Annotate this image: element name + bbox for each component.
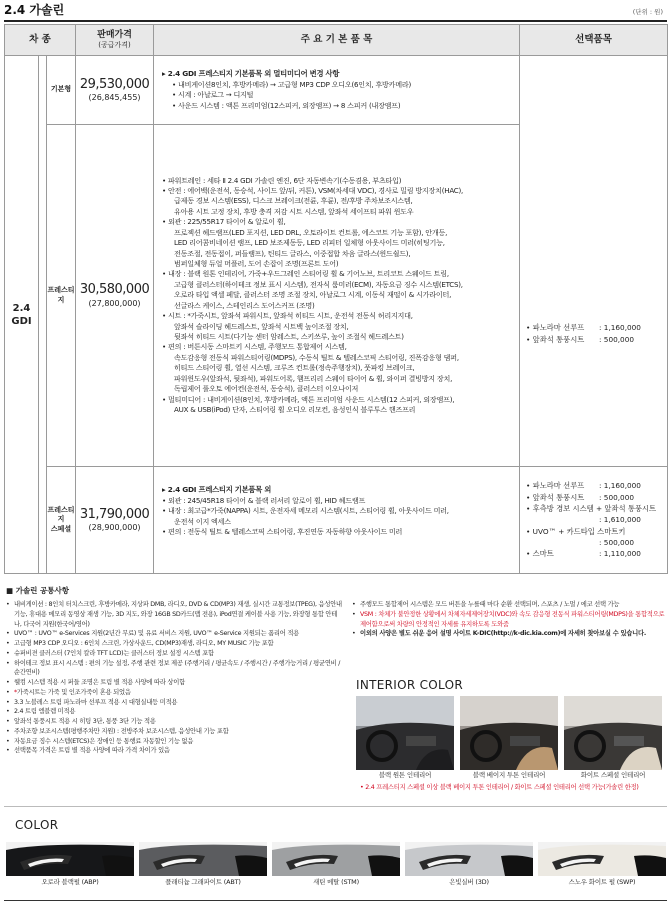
- car-front-image: [6, 842, 134, 876]
- item-text: 안전 : 에어백(운전석, 동승석, 사이드 앞/뒤, 커튼), VSM(차세대 VDC), 경사로 밀림 방지장치(HAC),: [167, 186, 464, 196]
- note-item: [6, 639, 344, 649]
- table-header-row: [5, 25, 668, 56]
- item-line: [162, 69, 513, 80]
- retail-price: 29,530,000: [79, 76, 150, 92]
- option-row: [526, 526, 661, 537]
- option-label: • 앞좌석 통풍시트: [526, 492, 585, 502]
- item-text: LED 리어콤비네이션 램프, LED 보조제동등, LED 리피터 일체형 아웃사이드 미러(히팅기능,: [174, 238, 445, 248]
- options-cell: [520, 467, 668, 574]
- option-label: • UVO™ + 카드타입 스마트키: [526, 526, 626, 536]
- header-price-sub: (공급가격): [98, 41, 131, 50]
- note-bullet: •: [6, 640, 10, 647]
- item-line: [162, 196, 513, 206]
- interior-photo-image: [564, 696, 662, 770]
- note-bullet: •: [6, 649, 10, 657]
- color-caption: 스노우 화이트 펄 (SWP): [568, 878, 636, 886]
- note-text: 웰컴 시스템 적용 시 퍼들 조명은 트림 별 적용 사양에 따라 상이함: [14, 679, 185, 686]
- grade-spacer: [39, 56, 47, 574]
- trim-name: [47, 125, 76, 467]
- item-line: [162, 517, 513, 527]
- options-cell: [520, 56, 668, 467]
- item-text: 전동조절, 전동접이, 퍼들램프), 틴티드 글라스, 이중접합 차음 글라스(윈드쉴드),: [174, 248, 411, 258]
- item-line: [162, 485, 513, 496]
- interior-caption: 블랙 베이지 투톤 인테리어: [472, 771, 546, 779]
- option-price: : 1,110,000: [599, 549, 641, 559]
- item-text: 범퍼일체형 듀얼 머플러, 도어 손잡이 조명(프론트 도어): [174, 259, 339, 269]
- note-bullet: •: [6, 747, 10, 755]
- note-item: [6, 698, 344, 708]
- note-text: 앞좌석 통풍시트 적용 시 히팅 3단, 통풍 3단 기능 적용: [14, 718, 156, 725]
- price-cell: [76, 125, 154, 467]
- item-line: [162, 353, 513, 363]
- color-caption: 오로라 블랙펄 (ABP): [41, 878, 99, 886]
- item-text: AUX & USB(iPod) 단자, 스티어링 휠 오디오 리모컨, 음성인식 블루투스 핸즈프리: [174, 404, 416, 414]
- note-bullet: •: [6, 601, 10, 608]
- trim-name-line: 프레스티지: [47, 286, 75, 304]
- item-line: [162, 280, 513, 290]
- retail-price: 31,790,000: [79, 506, 150, 522]
- bullet-marker: •: [162, 217, 166, 227]
- item-text: 사운드 시스템 : 액튼 프리미엄(12스피커, 외장앰프) → 8 스피커 (내장앰프): [177, 100, 401, 110]
- bullet-marker: •: [162, 394, 166, 404]
- option-row: [526, 503, 661, 514]
- item-line: [162, 290, 513, 300]
- option-row: [526, 514, 661, 525]
- interior-caption: 블랙 원톤 인테리어: [378, 771, 432, 779]
- note-item: [352, 610, 666, 630]
- item-line: [162, 527, 513, 537]
- item-line: [162, 395, 513, 405]
- trim-name-line: 기본형: [50, 85, 72, 94]
- notes-right: [352, 600, 666, 639]
- item-line: [162, 259, 513, 269]
- note-item: [6, 746, 344, 756]
- note-text: 선택품목 가격은 트림 별 적용 사양에 따라 가격 차이가 있음: [14, 747, 170, 755]
- color-swatch: [272, 842, 400, 876]
- option-price: : 500,000: [599, 335, 634, 344]
- item-text: 내장 : 최고급*가죽(NAPPA) 시트, 운전자세 메모리 시스템(시트, 스티어링 휠, 아웃사이드 미러,: [167, 506, 449, 516]
- note-text: 하이테크 정보 표시 시스템 : 편의 기능 설정, 주행 관련 정보 제공 (주행거리 / 평균속도 / 주행시간 / 주행가능거리 / 평균연비 / 순간연비): [14, 659, 341, 677]
- note-text: 고급형 MP3 CDP 오디오 : 6인치 스크린, 가상사운드, CD(MP3)재생, 라디오, MY MUSIC 기능 포함: [14, 640, 274, 647]
- note-bullet: •: [6, 698, 10, 706]
- bullet-marker: •: [162, 311, 166, 321]
- color-swatch: [405, 842, 533, 876]
- interior-note: • 2.4 프레스티지 스페셜 이상 블랙 베이지 투톤 인테리어 / 화이트 스페셜 인테리어 선택 가능(가솔린 한정): [360, 784, 639, 791]
- retail-price: 30,580,000: [79, 282, 150, 298]
- item-text: 선글라스 케이스, 스테인리스 도어스커프 (조명): [174, 300, 315, 310]
- note-text: 내비게이션 : 8인치 터치스크린, 후방카메라, 지상파 DMB, 라디오, DVD & CD(MP3) 재생, 실시간 교통정보(TPEG), 음성안내 기능, 휴대용 메모리 동영상 재생 기능, 3D 지도, 와장 16GB SD카드(맵 전용), iPod연결 케이블 사용 기능, 와장형 통합 안테나, 다국어 지원(한국어/영어): [14, 601, 342, 628]
- unit-label: (단위 : 원): [632, 8, 663, 16]
- option-price: : 1,160,000: [599, 481, 641, 491]
- note-bullet: •: [6, 727, 10, 735]
- item-line: [162, 269, 513, 279]
- note-bullet: •: [352, 601, 356, 608]
- bullet-marker: •: [162, 269, 166, 279]
- item-line: [162, 384, 513, 394]
- trim-name: [47, 467, 76, 574]
- note-text: 이외의 사양은 별도 쉬운 응어 설명 사이트 K-DIC(http://k-dic.kia.com)에 자세히 찾아보실 수 있습니다.: [360, 630, 646, 638]
- note-text: 2.4 트림 엠블렘 미적용: [14, 708, 76, 716]
- option-label: • 파노라마 선루프: [526, 481, 585, 491]
- item-line: [162, 238, 513, 248]
- bullet-marker: •: [162, 175, 166, 185]
- option-row: [526, 537, 661, 548]
- header-options: 선택품목: [520, 25, 668, 56]
- note-item: [6, 688, 344, 698]
- note-bullet: •: [352, 610, 356, 618]
- supply-price: (28,900,000): [88, 523, 141, 533]
- car-front-image: [139, 842, 267, 876]
- note-item: [352, 600, 666, 610]
- color-swatch: [139, 842, 267, 876]
- supply-price: (27,800,000): [88, 298, 141, 308]
- item-text: 앞좌석 슬라이딩 헤드레스트, 앞좌석 시트백 높이조절 장치,: [174, 321, 349, 331]
- note-item: [352, 629, 666, 639]
- item-text: 오로라 타입 액셀 페달, 클러스터 조명 조절 장치, 아날로그 시계, 이동식 재떨이 & 시가라이터,: [174, 290, 452, 300]
- item-text: 시트 : *가죽시트, 앞좌석 파워시트, 앞좌석 히티드 시트, 운전석 전동식 허리지지대,: [167, 311, 413, 321]
- item-line: [162, 186, 513, 196]
- item-line: [162, 322, 513, 332]
- interior-photo-image: [460, 696, 558, 770]
- bullet-marker: •: [162, 186, 166, 196]
- color-caption: 새틴 메탈 (STM): [313, 878, 359, 886]
- item-line: [162, 374, 513, 384]
- note-bullet: •: [6, 708, 10, 716]
- interior-title: INTERIOR COLOR: [356, 678, 463, 692]
- note-bullet: •: [6, 659, 10, 667]
- trim-name: [47, 56, 76, 125]
- item-line: [162, 249, 513, 259]
- note-item: [6, 727, 344, 737]
- item-line: [162, 405, 513, 415]
- bullet-marker: •: [162, 495, 166, 505]
- engine-label: [5, 56, 39, 574]
- item-line: [162, 228, 513, 238]
- items-cell: [154, 467, 520, 574]
- interior-photo-beige: [460, 696, 558, 770]
- title-rule: [4, 20, 667, 22]
- interior-photo-black: [356, 696, 454, 770]
- bullet-marker: •: [172, 90, 176, 100]
- item-line: [162, 332, 513, 342]
- note-text: 가죽시트는 가죽 및 인조가죽이 혼용 되었음: [16, 688, 131, 696]
- option-label: • 후측방 경보 시스템 + 앞좌석 통풍시트: [526, 504, 657, 514]
- item-line: [162, 176, 513, 186]
- item-text: 독립제어 풀오토 에어컨(운전석, 동승석), 클러스터 이오나이저: [174, 384, 359, 394]
- color-swatch: [538, 842, 666, 876]
- item-line: [162, 101, 513, 111]
- bullet-marker: •: [172, 79, 176, 89]
- color-swatch: [6, 842, 134, 876]
- option-label: • 앞좌석 통풍시트: [526, 335, 585, 344]
- header-grade: 차 종: [5, 25, 76, 56]
- item-text: 2.4 GDI 프레스티지 기본품목 외 멀티미디어 변경 사항: [167, 69, 340, 78]
- option-price: : 500,000: [599, 492, 634, 502]
- item-line: [162, 496, 513, 506]
- note-bullet: •: [6, 630, 10, 638]
- item-line: [162, 342, 513, 352]
- note-item: [6, 737, 344, 747]
- item-text: 뒷좌석 히티드 시트(다기능 센터 암레스트, 스키쓰루, 높이 조절식 헤드레스트): [174, 331, 404, 341]
- interior-photo-image: [356, 696, 454, 770]
- items-cell: [154, 56, 520, 125]
- note-item: [6, 659, 344, 679]
- note-red-mark: *: [14, 688, 17, 696]
- note-item: [6, 629, 344, 639]
- note-item: [6, 600, 344, 629]
- item-text: 프로젝션 헤드램프(LED 포지션, LED DRL, 오토라이트 컨트롤, 에스코트 기능 포함), 안개등,: [174, 227, 448, 237]
- notes-left: [6, 600, 344, 756]
- header-items: 주 요 기 본 품 목: [154, 25, 520, 56]
- option-row: [526, 334, 661, 346]
- price-cell: [76, 467, 154, 574]
- note-item: [6, 678, 344, 688]
- item-line: [162, 207, 513, 217]
- engine-label-line: GDI: [11, 315, 32, 327]
- item-text: 급제동 경보 시스템(ESS), 디스크 브레이크(전륜, 후륜), 전/후방 주차보조시스템,: [174, 196, 413, 206]
- note-text: 3.3 노블레스 트림 파노라마 선루프 적용 시 대형실내등 미적용: [14, 698, 178, 706]
- price-cell: [76, 56, 154, 125]
- item-text: 내장 : 블랙 원톤 인테리어, 가죽+우드그레인 스티어링 휠 & 기어노브, 트리코트 스웨이드 트림,: [167, 269, 449, 279]
- item-text: 외관 : 225/55R17 타이어 & 알로이 휠,: [167, 217, 286, 227]
- color-caption: 플래티늄 그래파이트 (ABT): [165, 878, 241, 886]
- price-table: [4, 24, 668, 574]
- notes-title: ■ 가솔린 공통사항: [6, 586, 70, 595]
- engine-label-line: 2.4: [12, 302, 31, 314]
- option-price: : 1,160,000: [599, 323, 641, 333]
- note-text-wrap: [14, 688, 344, 698]
- item-text: 외관 : 245/45R18 타이어 & 블랙 러셔리 알로이 휠, HID 헤드램프: [167, 495, 366, 505]
- trim-name-line: 프레스티지: [47, 505, 75, 524]
- option-row: [526, 322, 661, 334]
- item-text: 편의 : 버튼시동 스마트키 시스템, 주행모드 통합제어 시스템,: [167, 342, 347, 352]
- car-front-image: [405, 842, 533, 876]
- color-caption: 은빛실버 (3D): [449, 878, 489, 886]
- table-row: [5, 467, 668, 574]
- option-row: [526, 492, 661, 503]
- item-text: 유아용 시트 고정 장치, 후방 충격 저감 시트 시스템, 앞좌석 세이프티 파워 윈도우: [174, 206, 414, 216]
- item-text: 파워트레인 : 세타 Ⅱ 2.4 GDI 가솔린 엔진, 6단 자동변속기(수동겸용, 부츠타입): [167, 175, 402, 185]
- supply-price: (26,845,455): [88, 93, 141, 103]
- item-line: [162, 506, 513, 516]
- item-text: 2.4 GDI 프레스티지 기본품목 외: [167, 485, 272, 494]
- bullet-marker: ▸: [162, 485, 166, 494]
- interior-photo-white: [564, 696, 662, 770]
- car-front-image: [538, 842, 666, 876]
- interior-caption: 화이트 스페셜 인테리어: [580, 771, 646, 779]
- item-text: 편의 : 전동식 틸트 & 텔레스코픽 스티어링, 후진연동 자동하향 아웃사이드 미러: [167, 526, 403, 536]
- page-title: 2.4 가솔린: [4, 3, 65, 17]
- bullet-marker: •: [162, 342, 166, 352]
- item-text: 시계 : 아날로그 → 디지털: [177, 90, 254, 100]
- note-item: [6, 717, 344, 727]
- trim-name-line: 스페셜: [50, 524, 72, 533]
- item-text: 파워윈도우(앞좌석, 뒷좌석), 파워도어록, 햄프리리 스웨이 타이어 & 휠, 와이퍼 결빙방지 장치,: [174, 373, 453, 383]
- header-price-label: 판매가격: [97, 30, 132, 41]
- note-text: 슈퍼비젼 클러스터 (7인치 칼라 TFT LCD)는 클러스터 정보 설정 시스템 포함: [14, 649, 214, 657]
- note-text: 주차조향 보조시스템(평행주차만 지원) : 전방주차 보조시스템, 음성안내 기능 포함: [14, 727, 229, 735]
- bullet-marker: ▸: [162, 69, 166, 78]
- bullet-marker: •: [172, 100, 176, 110]
- section-divider: [4, 806, 667, 807]
- item-text: 운전석 이지 엑세스: [174, 516, 231, 526]
- bottom-rule: [4, 900, 667, 901]
- item-line: [162, 311, 513, 321]
- option-price: : 500,000: [599, 537, 634, 547]
- note-bullet: •: [352, 630, 356, 638]
- option-row: [526, 480, 661, 491]
- note-text: UVO™ : UVO™ e-Services 지원(2년간 무료) 및 유료 서비스 지원, UVO™ e-Service 지원되는 폼리어 적용: [14, 630, 300, 638]
- note-text: VSM : 차체가 불안정한 상황에서 차체자세제어장치(VDC)와 속도 감응형 전동식 파워스티어링(MDPS)을 통합적으로 제어함으로써 차량의 안정적인 자세를 유지하도록 도와줌: [360, 610, 665, 628]
- bullet-marker: •: [162, 506, 166, 516]
- option-price: : 1,610,000: [599, 515, 641, 525]
- note-bullet: •: [6, 737, 10, 745]
- item-line: [162, 90, 513, 100]
- item-text: 속도감응형 전동식 파워스티어링(MDPS), 수동식 틸트 & 텔레스코픽 스티어링, 진폭감응형 댐퍼,: [174, 352, 459, 362]
- item-text: 멀티미디어 : 내비게이션(8인치, 후방카메라, 액튼 프리미엄 사운드 시스템(12 스피커, 외장앰프),: [167, 394, 455, 404]
- option-label: • 스마트: [526, 549, 554, 559]
- option-row: [526, 548, 661, 559]
- car-front-image: [272, 842, 400, 876]
- item-line: [162, 301, 513, 311]
- note-bullet: •: [6, 718, 10, 725]
- item-text: 내비게이션8인치, 후방카메라) → 고급형 MP3 CDP 오디오(6인치, 후방카메라): [177, 79, 411, 89]
- note-text: 주행모드 통합제어 시스템은 모드 버튼을 누를때 마다 순환 선택되며, 스포츠 / 노멀 / 에코 선택 가능: [360, 601, 620, 608]
- items-cell: [154, 125, 520, 467]
- header-price: [76, 25, 154, 56]
- item-text: 히티드 스티어링 휠, 열선 시스템, 크루즈 컨트롤(정속주행장치), 풋파킹 브레이크,: [174, 363, 415, 373]
- item-line: [162, 217, 513, 227]
- note-text: 자동요금 징수 시스템(ETCS)은 장애인 등 통행료 자동할인 기능 없음: [14, 737, 194, 745]
- item-line: [162, 363, 513, 373]
- note-bullet: •: [6, 688, 10, 696]
- note-item: [6, 707, 344, 717]
- color-title: COLOR: [15, 818, 59, 832]
- note-item: [6, 649, 344, 659]
- option-label: • 파노라마 선루프: [526, 323, 585, 333]
- item-line: [162, 80, 513, 90]
- item-text: 고급형 클러스터(하이테크 정보 표시 시스템), 전자식 룸미러(ECM), 자동요금 징수 시스템(ETCS),: [174, 279, 463, 289]
- bullet-marker: •: [162, 526, 166, 536]
- note-bullet: •: [6, 679, 10, 686]
- table-row: [5, 56, 668, 125]
